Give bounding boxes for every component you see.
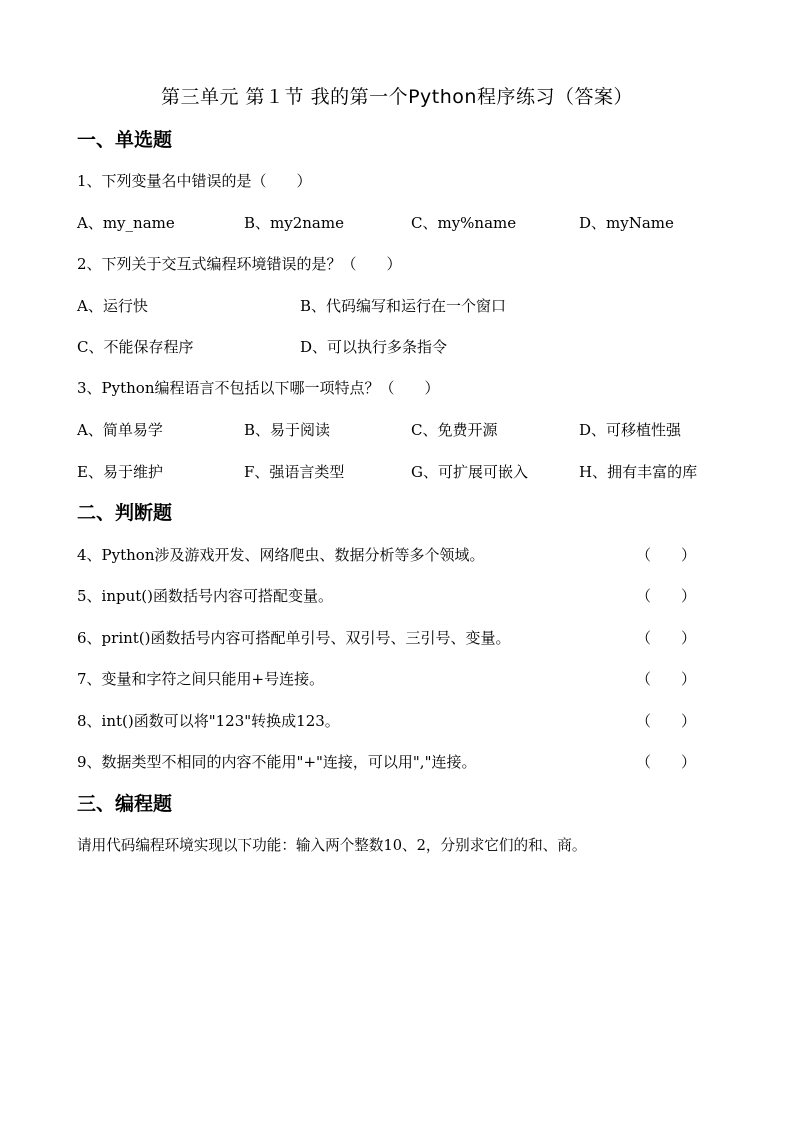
question-3-option-e: E、易于维护 <box>77 463 163 481</box>
question-3-option-g: G、可扩展可嵌入 <box>411 463 528 481</box>
question-2-stem: 2、下列关于交互式编程环境错误的是？（ ） <box>77 255 402 273</box>
question-3-option-d: D、可移植性强 <box>579 421 682 439</box>
question-3-option-a: A、简单易学 <box>77 421 163 439</box>
question-2-option-d: D、可以执行多条指令 <box>300 338 448 356</box>
question-1-option-d: D、myName <box>579 214 674 232</box>
question-3-option-f: F、强语言类型 <box>244 463 345 481</box>
question-3-option-b: B、易于阅读 <box>244 421 331 439</box>
section-heading-single-choice: 一、单选题 <box>77 129 173 151</box>
question-3-stem: 3、Python编程语言不包括以下哪一项特点？（ ） <box>77 379 440 397</box>
question-1-option-c: C、my%name <box>411 214 517 232</box>
question-1-stem: 1、下列变量名中错误的是（ ） <box>77 172 312 190</box>
programming-question: 请用代码编程环境实现以下功能：输入两个整数10、2，分别求它们的和、商。 <box>77 837 587 854</box>
question-8-statement: 8、int()函数可以将"123"转换成123。 <box>77 712 340 730</box>
question-9-answer-blank: （ ） <box>636 753 697 771</box>
question-1-option-b: B、my2name <box>244 214 344 232</box>
question-8-answer-blank: （ ） <box>636 712 697 730</box>
section-heading-true-false: 二、判断题 <box>77 502 173 524</box>
question-5-statement: 5、input()函数括号内容可搭配变量。 <box>77 587 333 605</box>
question-5-answer-blank: （ ） <box>636 587 697 605</box>
question-4-answer-blank: （ ） <box>636 546 697 564</box>
question-9-statement: 9、数据类型不相同的内容不能用"+"连接，可以用","连接。 <box>77 753 477 771</box>
question-7-statement: 7、变量和字符之间只能用+号连接。 <box>77 670 325 688</box>
question-3-option-h: H、拥有丰富的库 <box>579 463 698 481</box>
question-2-option-a: A、运行快 <box>77 297 148 315</box>
question-2-option-b: B、代码编写和运行在一个窗口 <box>300 297 507 315</box>
question-3-option-c: C、免费开源 <box>411 421 498 439</box>
section-heading-programming: 三、编程题 <box>77 793 173 815</box>
question-7-answer-blank: （ ） <box>636 670 697 688</box>
question-6-statement: 6、print()函数括号内容可搭配单引号、双引号、三引号、变量。 <box>77 629 511 647</box>
question-6-answer-blank: （ ） <box>636 629 697 647</box>
question-1-option-a: A、my_name <box>77 214 175 232</box>
question-2-option-c: C、不能保存程序 <box>77 338 194 356</box>
page-title: 第三单元 第１节 我的第一个Python程序练习（答案） <box>161 86 633 108</box>
question-4-statement: 4、Python涉及游戏开发、网络爬虫、数据分析等多个领域。 <box>77 546 485 564</box>
